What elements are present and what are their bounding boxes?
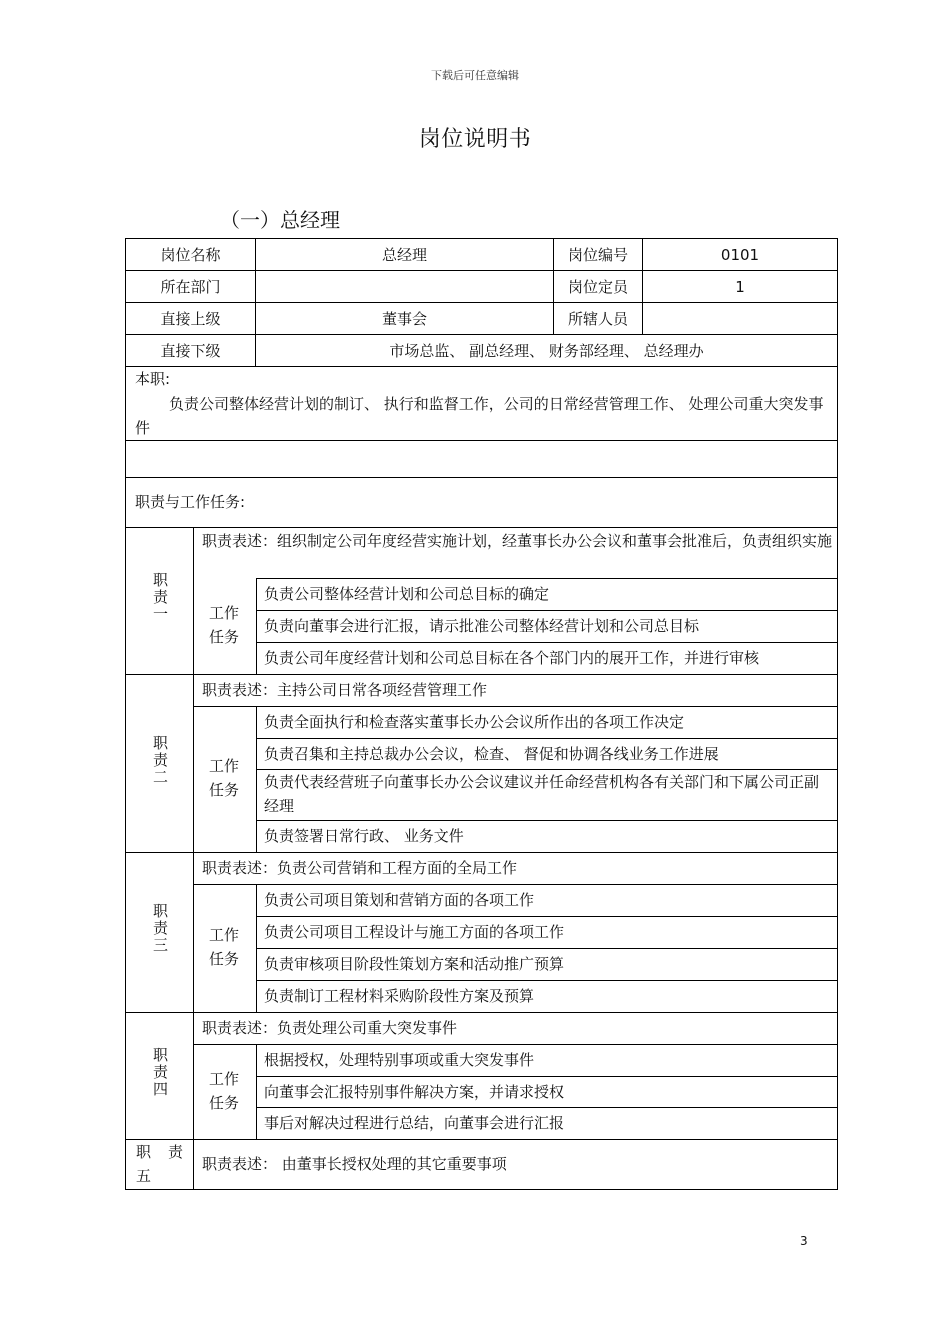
post-name-label: 岗位名称: [160, 246, 221, 264]
duty-2-task-4: 负责签署日常行政、 业务文件: [264, 827, 464, 845]
duty-summary-label: 本职:: [135, 370, 171, 388]
duty-3-name: 职责三: [151, 903, 169, 954]
duty-3-task-4: 负责制订工程材料采购阶段性方案及预算: [264, 987, 535, 1005]
duty-2-task-3: 负责代表经营班子向董事长办公会议建议并任命经营机构各有关部门和下属公司正副经理: [264, 773, 820, 815]
duty-5-name-line1: 职 责: [136, 1143, 185, 1161]
duty-2-description: 职责表述：主持公司日常各项经营管理工作: [202, 681, 488, 699]
duty-3-description: 职责表述：负责公司营销和工程方面的全局工作: [202, 859, 518, 877]
duty-summary-text: 负责公司整体经营计划的制订、 执行和监督工作，公司的日常经营管理工作、 处理公司重大突发事件: [135, 395, 824, 437]
superior-value: 董事会: [381, 310, 427, 328]
headcount-label: 岗位定员: [567, 278, 628, 296]
job-description-table: [125, 238, 838, 1190]
duty-4-task-label: 工作任务: [208, 1070, 239, 1112]
duty-2-task-1: 负责全面执行和检查落实董事长办公会议所作出的各项工作决定: [264, 713, 685, 731]
duty-1-task-label: 工作任务: [208, 604, 239, 646]
duty-1-task-3: 负责公司年度经营计划和公司总目标在各个部门内的展开工作，并进行审核: [264, 649, 760, 667]
duty-3-task-2: 负责公司项目工程设计与施工方面的各项工作: [264, 923, 565, 941]
post-name-value: 总经理: [381, 246, 427, 264]
headcount-value: 1: [735, 278, 745, 296]
duty-5-name-line2: 五: [136, 1167, 152, 1185]
document-title: 岗位说明书: [418, 127, 532, 152]
duty-4-task-3: 事后对解决过程进行总结，向董事会进行汇报: [264, 1114, 565, 1132]
post-code-label: 岗位编号: [567, 246, 628, 264]
duty-4-description: 职责表述：负责处理公司重大突发事件: [202, 1019, 458, 1037]
duty-3-task-1: 负责公司项目策划和营销方面的各项工作: [264, 891, 535, 909]
staff-label: 所辖人员: [567, 310, 628, 328]
duty-3-task-label: 工作任务: [208, 926, 239, 968]
section-title: （一）总经理: [220, 208, 340, 232]
post-code-value: 0101: [720, 246, 760, 264]
page-number: 3: [800, 1234, 808, 1248]
duty-2-task-2: 负责召集和主持总裁办公会议，检查、 督促和协调各线业务工作进展: [264, 745, 719, 763]
duty-5-description: 职责表述： 由董事长授权处理的其它重要事项: [202, 1155, 507, 1173]
duty-1-task-2: 负责向董事会进行汇报，请示批准公司整体经营计划和公司总目标: [264, 617, 700, 635]
superior-label: 直接上级: [160, 310, 221, 328]
duty-1-description: 职责表述：组织制定公司年度经营实施计划，经董事长办公会议和董事会批准后，负责组织实施: [202, 532, 833, 550]
duty-4-task-2: 向董事会汇报特别事件解决方案，并请求授权: [264, 1083, 565, 1101]
duty-1-task-1: 负责公司整体经营计划和公司总目标的确定: [264, 585, 550, 603]
subordinate-label: 直接下级: [160, 342, 221, 360]
duty-2-name: 职责二: [151, 735, 169, 786]
duty-3-task-3: 负责审核项目阶段性策划方案和活动推广预算: [264, 955, 565, 973]
header-note: 下载后可任意编辑: [431, 69, 519, 82]
department-label: 所在部门: [160, 278, 221, 296]
subordinate-value: 市场总监、 副总经理、 财务部经理、 总经理办: [389, 342, 704, 360]
duty-2-task-label: 工作任务: [208, 757, 239, 799]
duty-1-name: 职责一: [151, 572, 169, 623]
duty-4-name: 职责四: [151, 1047, 169, 1098]
responsibilities-heading: 职责与工作任务:: [135, 493, 246, 511]
duty-4-task-1: 根据授权，处理特别事项或重大突发事件: [264, 1051, 535, 1069]
